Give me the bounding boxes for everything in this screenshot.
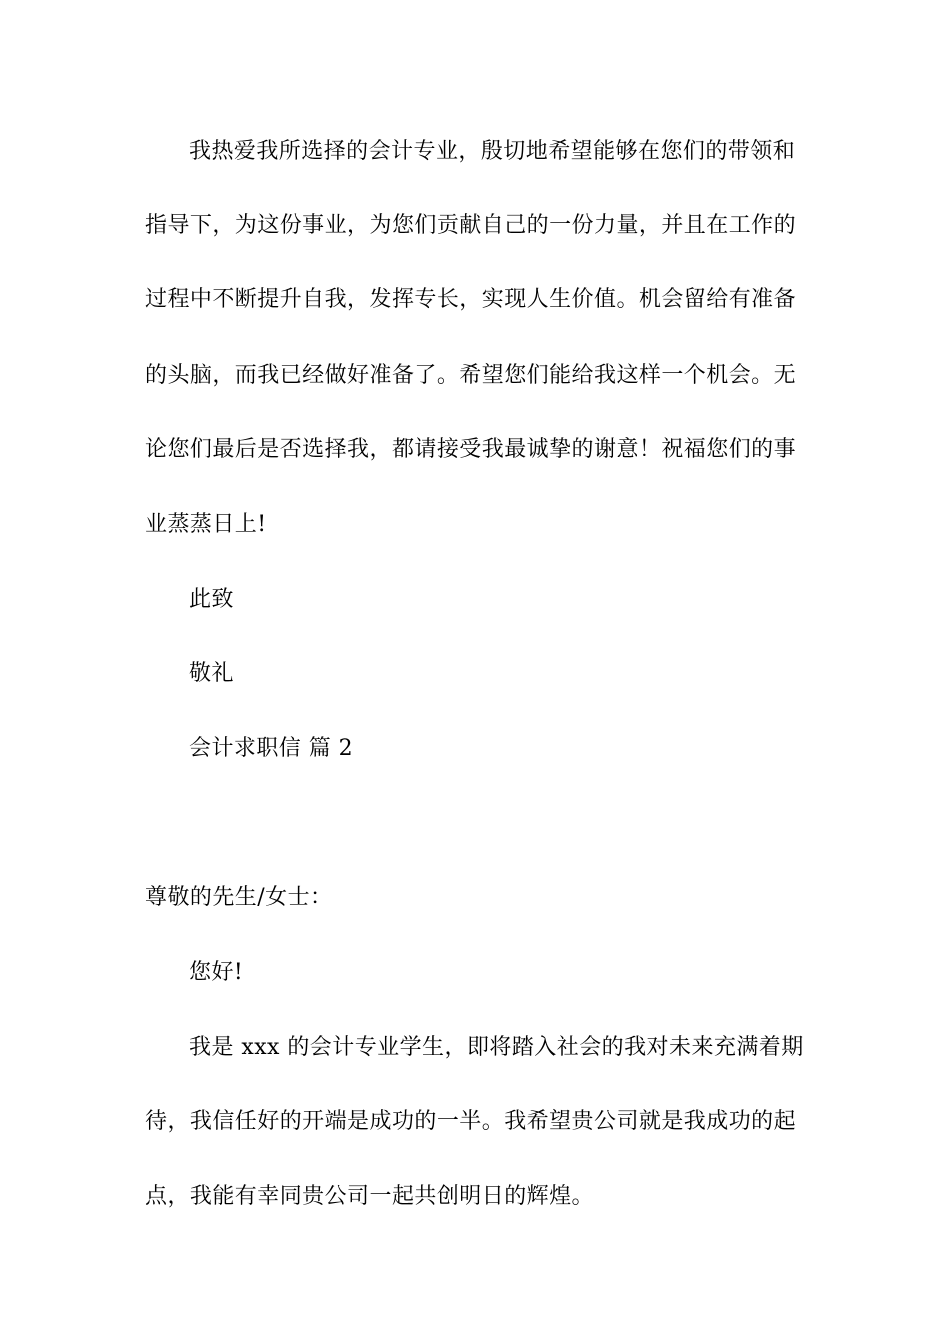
closing-line: 此致 xyxy=(189,587,234,612)
greeting: 您好! xyxy=(189,960,244,985)
paragraph-line: 我热爱我所选择的会计专业，殷切地希望能够在您们的带领和 xyxy=(189,139,796,164)
paragraph-line: 我是 xxx 的会计专业学生，即将踏入社会的我对未来充满着期 xyxy=(189,1035,804,1060)
closing-line: 敬礼 xyxy=(189,661,234,686)
paragraph-line: 待，我信任好的开端是成功的一半。我希望贵公司就是我成功的起 xyxy=(145,1109,797,1134)
section-heading: 会计求职信 篇 2 xyxy=(189,736,354,761)
paragraph-line: 业蒸蒸日上! xyxy=(145,512,267,537)
paragraph-line: 论您们最后是否选择我，都请接受我最诚挚的谢意！祝福您们的事 xyxy=(145,437,797,462)
paragraph-line: 点，我能有幸同贵公司一起共创明日的辉煌。 xyxy=(145,1184,595,1209)
paragraph-line: 指导下，为这份事业，为您们贡献自己的一份力量，并且在工作的 xyxy=(145,213,797,238)
paragraph-line: 的头脑，而我已经做好准备了。希望您们能给我这样一个机会。无 xyxy=(145,363,797,388)
salutation: 尊敬的先生/女士： xyxy=(145,885,333,910)
paragraph-line: 过程中不断提升自我，发挥专长，实现人生价值。机会留给有准备 xyxy=(145,287,797,312)
